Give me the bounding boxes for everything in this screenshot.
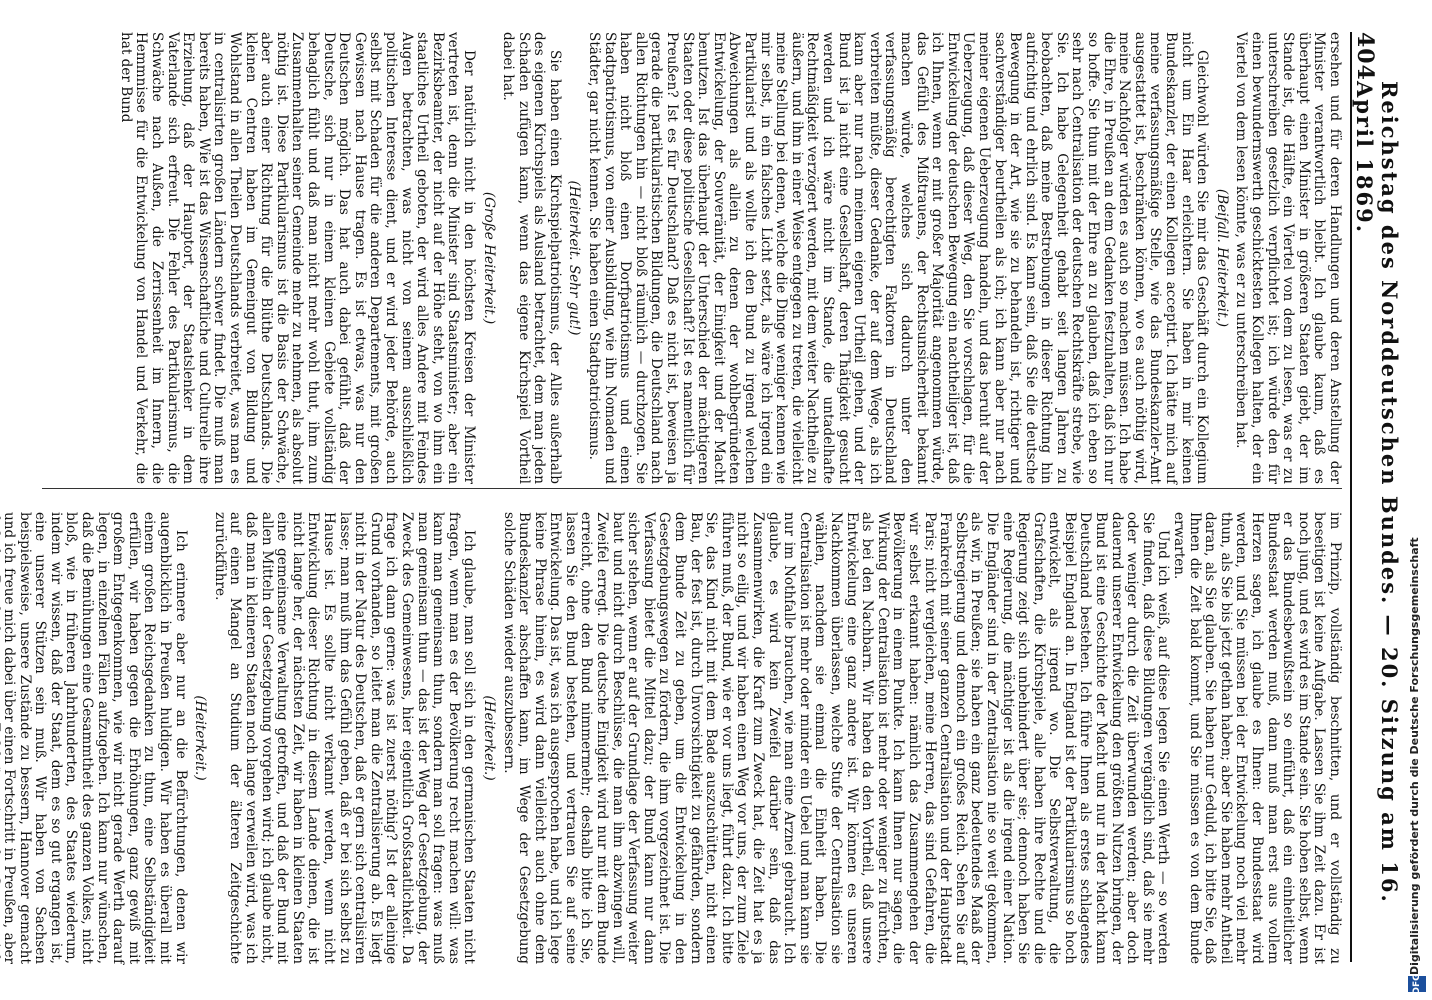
paragraph: im Prinzip, vollständig beschnitten, und er vollständig zu beseitigen ist keine Aufgabe. Lassen Sie ihm Zeit dazu. Er ist noch jung, und es wird es im Stande sein. Sie hoben selbst, wenn er das Bundesbewußtsein so einführt, daß ein einheitlicher Bundesstaat werden muß, dann muß man erst aus vollem Herzen sagen, ich glaube es Ihnen: der Bundesstaat wird werden, und Sie müssen bei der Entwickelung noch viel mehr thun, als Sie bis jetzt gethan haben; aber Sie haben mehr Antheil daran, als Sie glauben. Sie haben nur Geduld, ich bitte Sie, daß Ihnen die Zeit bald kommt, und Sie müssen es von dem Bunde erwarten.: [1171, 512, 1343, 964]
paragraph: Sie haben einen Kirchspielpatriotismus, der Alles außerhalb des eigenen Kirchspiels als Ausland betrachtet, dem man jeden Schaden zufügen kann, wenn das eigene Kirchspiel Vortheil dabei hat.: [500, 32, 563, 484]
rotated-newspaper-page: [1, 0, 1402, 1000]
paragraph: Ich erinnere aber nur an die Befürchtungen, denen wir augenblicklich in Preußen huldigen. Wir haben es überall mit einem großen Reichsgedanken zu thun, eine Selbständigkeit erfüllen, wir haben gegen die Erhöhungen, ganz gewiß mit großem Entgegenkommen, wie wir nicht gerade Werth darauf legen, in einzelnen Fällen aufzugeben. Ich kann nur wünschen, daß die Bemühungen eine Gesammtheit des ganzen Volkes, nicht bloß, wie in früheren Jahrhunderten, des Staates wiederum, indem wir wissen, daß der Staat, dem es so gut ergangen ist, eine unserer Stützen sein muß. Wir haben von Sachsen beispielsweise, unsere Zustände zu bessern, Hannover gemacht und ich freue mich dabei über einen Fortschritt in Preußen, aber: [1, 512, 189, 964]
stage-direction: (Heiterkeit.): [480, 695, 497, 781]
stage-direction: (Heiterkeit. Sehr gut!): [566, 180, 583, 336]
paragraph: Und ich weiß, auf diese legen Sie einen Werth — so werden Sie finden, daß diese Bildungen vergänglich sind, daß sie mehr oder weniger durch die Zeit überwunden werden; aber doch dauernd unserer Entwickelung den größten Nutzen bringen, der Bund ist eine Geschichte der Macht und nur in der Macht kann Deutschland bestehen. Ich führe Ihnen als erstes schlagendes Beispiel England an. In England ist der Partikularismus so hoch entwickelt, als irgend wo. Die Selbstverwaltung, die Grafschaften, die Kirchspiele, alle haben ihre Rechte und die Regierung zeigt sich unbehindert über sie; dennoch haben Sie eine Regierung, die mächtiger ist als die irgend einer Nation. Die Engländer sind in der Zentralisation nie so weit gekommen, als wir, in Preußen; sie haben ein ganz bedeutendes Maaß der Selbstregierung und dennoch ein großes Reich. Sehen Sie auf Frankreich mit seiner ganzen Centralisation und der Hauptstadt Paris; nicht vergleichen, meine Herren, das sind Gefahren, die wir selbst erkannt haben: nämlich das Zusammengehen der Bevölkerung in einem Punkte. Ich kann Ihnen nur sagen, die Wirkung der Centralisation ist mehr oder weniger zu fürchten, als bei den Nachbarn. Wir haben da den Vortheil, daß unsere Entwickelung eine ganz andere ist. Wir können es unseren Nachkommen überlassen, welche Stufe der Centralisation sie wählen, nachdem sie einmal die Einheit haben. Die Centralisation ist mehr oder minder ein Uebel und man kann sie nur im Nothfalle brauchen, wie man eine Arznei gebraucht. Ich glaube, es wird kein Zweifel darüber sein, daß das Zusammenwirken, die Kraft zum Zweck hat, die Zeit hat es ja nicht so eilig, und wir haben einen Weg vor uns, der zum Ziele führen muß, der Bund, wie er vor uns liegt, führt dazu. Ich bitte Sie, das Kind nicht mit dem Bade auszuschütten, nicht einen Bau, der fest ist, durch Unvorsichtigkeit zu gefährden, sondern dem Bunde Zeit zu geben, um die Entwickelung in den Gesetzgebungswegen zu fördern, die ihm vorgezeichnet ist. Die Verfassung bietet die Mittel dazu; der Bund kann nur dann sicher stehen, wenn er auf der Grundlage der Verfassung weiter baut und nicht durch Beschlüsse, die man ihm abzwingen will, Zweifel erregt. Die deutsche Einigkeit wird nur mit dem Bunde erreicht, ohne den Bund nimmermehr; deshalb bitte ich Sie, lassen Sie den Bund bestehen, und vertrauen Sie auf seine Entwickelung. Das ist, was ich ausgesprochen habe, und ich lege keine Phrase hinein, es wird dann vielleicht auch ohne dem Bundeskanzler abschaffen kann, im Wege der Gesetzgebung solche Schäden wieder auszubessern.: [500, 512, 1172, 964]
dfg-logo: DFG: [1408, 976, 1426, 992]
paragraph: ersehen und für deren Handlungen und deren Anstellung der Minister verantwortlich bleibt. Ich glaube kaum, daß es überhaupt einen Minister in größeren Staaten giebt, der im Stande ist, die Hälfte, ein Viertel von dem zu lesen, was er zu unterschreiben gesetzlich verpflichtet ist; ich würde den für einen bewundernswerth geschicktesten Kollegen halten, der ein Viertel von dem lesen könnte, was er zu unterschreiben hat.: [1233, 32, 1343, 484]
digitization-footer: [1402, 0, 1432, 1000]
paragraph: Ich glaube, man soll sich in den germanischen Staaten nicht fragen, wenn man es der Bevölkerung recht machen will: was kann man gemeinsam thun, sondern man soll fragen: was muß man gemeinsam thun — das ist der Weg der Gesetzgebung, der Zweck des Gemeinwesens, hier eigentlich Großstaatlichkeit. Da frage ich dann gerne: was ist zuerst nöthig? Ist der alleinige Grund vorhanden, so leitet man die Zentralisierung ab. Es liegt nicht in der Natur des Deutschen, daß er gern sich centralisiren lasse; man muß ihm das Gefühl geben, daß er bei sich selbst zu Hause ist. Es sollte nicht verkannt werden, wenn nicht Entwicklung dieser Richtung in diesem Lande dienen, die ist nicht lange her, der nächsten Zeit, wir haben in kleinen Staaten eine gemeinsame Verwaltung getroffen, und daß der Bund mit allen Mitteln der Gesetzgebung vorgehen wird; ich glaube nicht, daß man in kleineren Staaten noch lange verweilen wird, was ich auf einen Mangel an Studium der älteren Zeitgeschichte zurückführe.: [211, 512, 478, 964]
column-divider: [42, 488, 1342, 489]
funding-note: Digitalisierung gefördert durch die Deutsche Forschungsgemeinschaft: [1408, 537, 1421, 975]
stage-direction: (Heiterkeit.): [192, 695, 209, 781]
stage-direction: (Beifall. Heiterkeit.): [1213, 188, 1230, 328]
stage-direction: (Große Heiterkeit.): [480, 191, 497, 325]
page-number: 404: [1352, 32, 1378, 81]
right-text-column: [1, 512, 1343, 964]
paragraph: Gleichwohl würden Sie mir das Geschäft durch ein Kollegium nicht um Ein Haar erleichtern. Sie haben in mir keinen Bundeskanzler, der einen Kollegen acceptirt. Ich hätte mich auf meine verfassungsmäßige Stelle, wie das Bundeskanzler-Amt ausgestattet ist, beschränken können, wo es auch nöthig wird, meine Nachfolger würden es auch so machen müssen. Ich habe die Ehre, in Preußen an dem Gedanken festzuhalten, daß ich nur so hoffe. Sie thun mit der Ehre an zu glauben, daß ich eben so sehr nach Centralisation der deutschen Rechtskräfte strebe, wie Sie. Ich habe Gelegenheit gehabt seit langen Jahren zu beobachten, daß meine Bestrebungen in dieser Richtung hin aufrichtig und ehrlich sind. Es kann sein, daß Sie die deutsche Bewegung in der Art, wie sie zu behandeln ist, richtiger und sachverständiger beurtheilen als ich; ich kann aber nur nach meiner eigenen Ueberzeugung handeln, und das beruht auf der Ueberzeugung, daß dieser Weg, den Sie vorschlagen, für die Entwickelung der deutschen Bewegung ein nachtheiliger ist, daß ich Ihnen, wenn er mit großer Majorität angenommen würde, das Gefühl des Mißtrauens, der Rechtsunsicherheit bekannt machen würde, welches sich dadurch unter den verfassungsmäßig berechtigten Faktoren in Deutschland verbreiten müßte, dieser Gedanke, der auf dem Wege, als ich kann aber nur nach meinem eigenen Urtheil gehen, und der Bund ist ja nicht eine Gesellschaft, deren Thätigkeit gesucht werden und ich wäre nicht im Stande, die untadelhafte Rechtmäßigkeit verzögert werden, mit dem weiter Nachtheile zu äußern, und ihm in einer Weise entgegen zu treten, die vielleicht meine Stellung bei denen, welche die Dinge weniger kennen wie mir selbst, in ein falsches Licht setzt, als wäre ich irgend ein Partikularist und als wollte ich den Bund zu irgend welchen Abweichungen als allein zu denen der wohlbegründeten Entwickelung, der Souveränität, der Einigkeit und der Macht benutzen. Ist das überhaupt der Unterschied der mächtigeren Staaten oder diese politische Gesellschaft? Ist es namentlich für Preußen? Ist es für Deutschland? Daß es nicht ist, beweisen ja gerade die partikularistischen Bildungen, die Deutschland nach allen Richtungen hin — nicht bloß räumlich — durchzogen. Sie haben nicht bloß einen Dorfpatriotismus und einen Stadtpatriotismus, von einer Ausbildung, wie ihn Nomaden und Städter, gar nicht kennen. Sie haben einen Stadtpatriotismus.: [586, 32, 1211, 484]
paragraph: Der natürlich nicht in den höchsten Kreisen der Minister vertreten ist, denn die Minister sind Staatsminister; aber ein Bezirksbeamter, der nicht auf der Höhe steht, von wo ihm ein staatliches Urtheil geboten, der wird alles Andere mit Feindes Augen betrachten, was nicht von seinem ausschließlich politischen Interesse dient, und er wird jeder Behörde, auch selbst mit Schaden für die anderen Departements, mit großen Gewissen nach Hause tragen. Es ist etwas, was nur den Deutschen möglich. Das hat auch dabei gefühlt, daß der Deutsche, sich nur in einem kleinen Gebiete vollständig behaglich fühlt und daß man nicht mehr wohl thut, ihm zum Zusammenhalten seiner Gemeinde mehr zu nehmen, als absolut nöthig ist. Diese Partikularismus ist die Basis der Schwäche, aber auch einer Richtung für die Blüthe Deutschlands. Die kleinen Centren haben im Gemeingut von Bildung und Wohlstand in allen Theilen Deutschlands verbreitet, was man es in centralisirten großen Ländern schwer findet. Die muß man bereits haben, Wie ist das Wissenschaftliche und Culturelle ihre Erziehung, daß der Hauptort, der Staatslenker in dem Vaterlande sich erfreut. Die Fehler des Partikularismus, die Schwäche nach Außen, die Zerrissenheit im Innern, die Hemmnisse für die Entwickelung von Handel und Verkehr, die hat der Bund: [117, 32, 477, 484]
running-title: Reichstag des Norddeutschen Bundes. — 20. Sitzung am 16. April 1869.: [1352, 80, 1402, 904]
page-header: [1350, 32, 1402, 962]
left-text-column: [42, 32, 1342, 484]
